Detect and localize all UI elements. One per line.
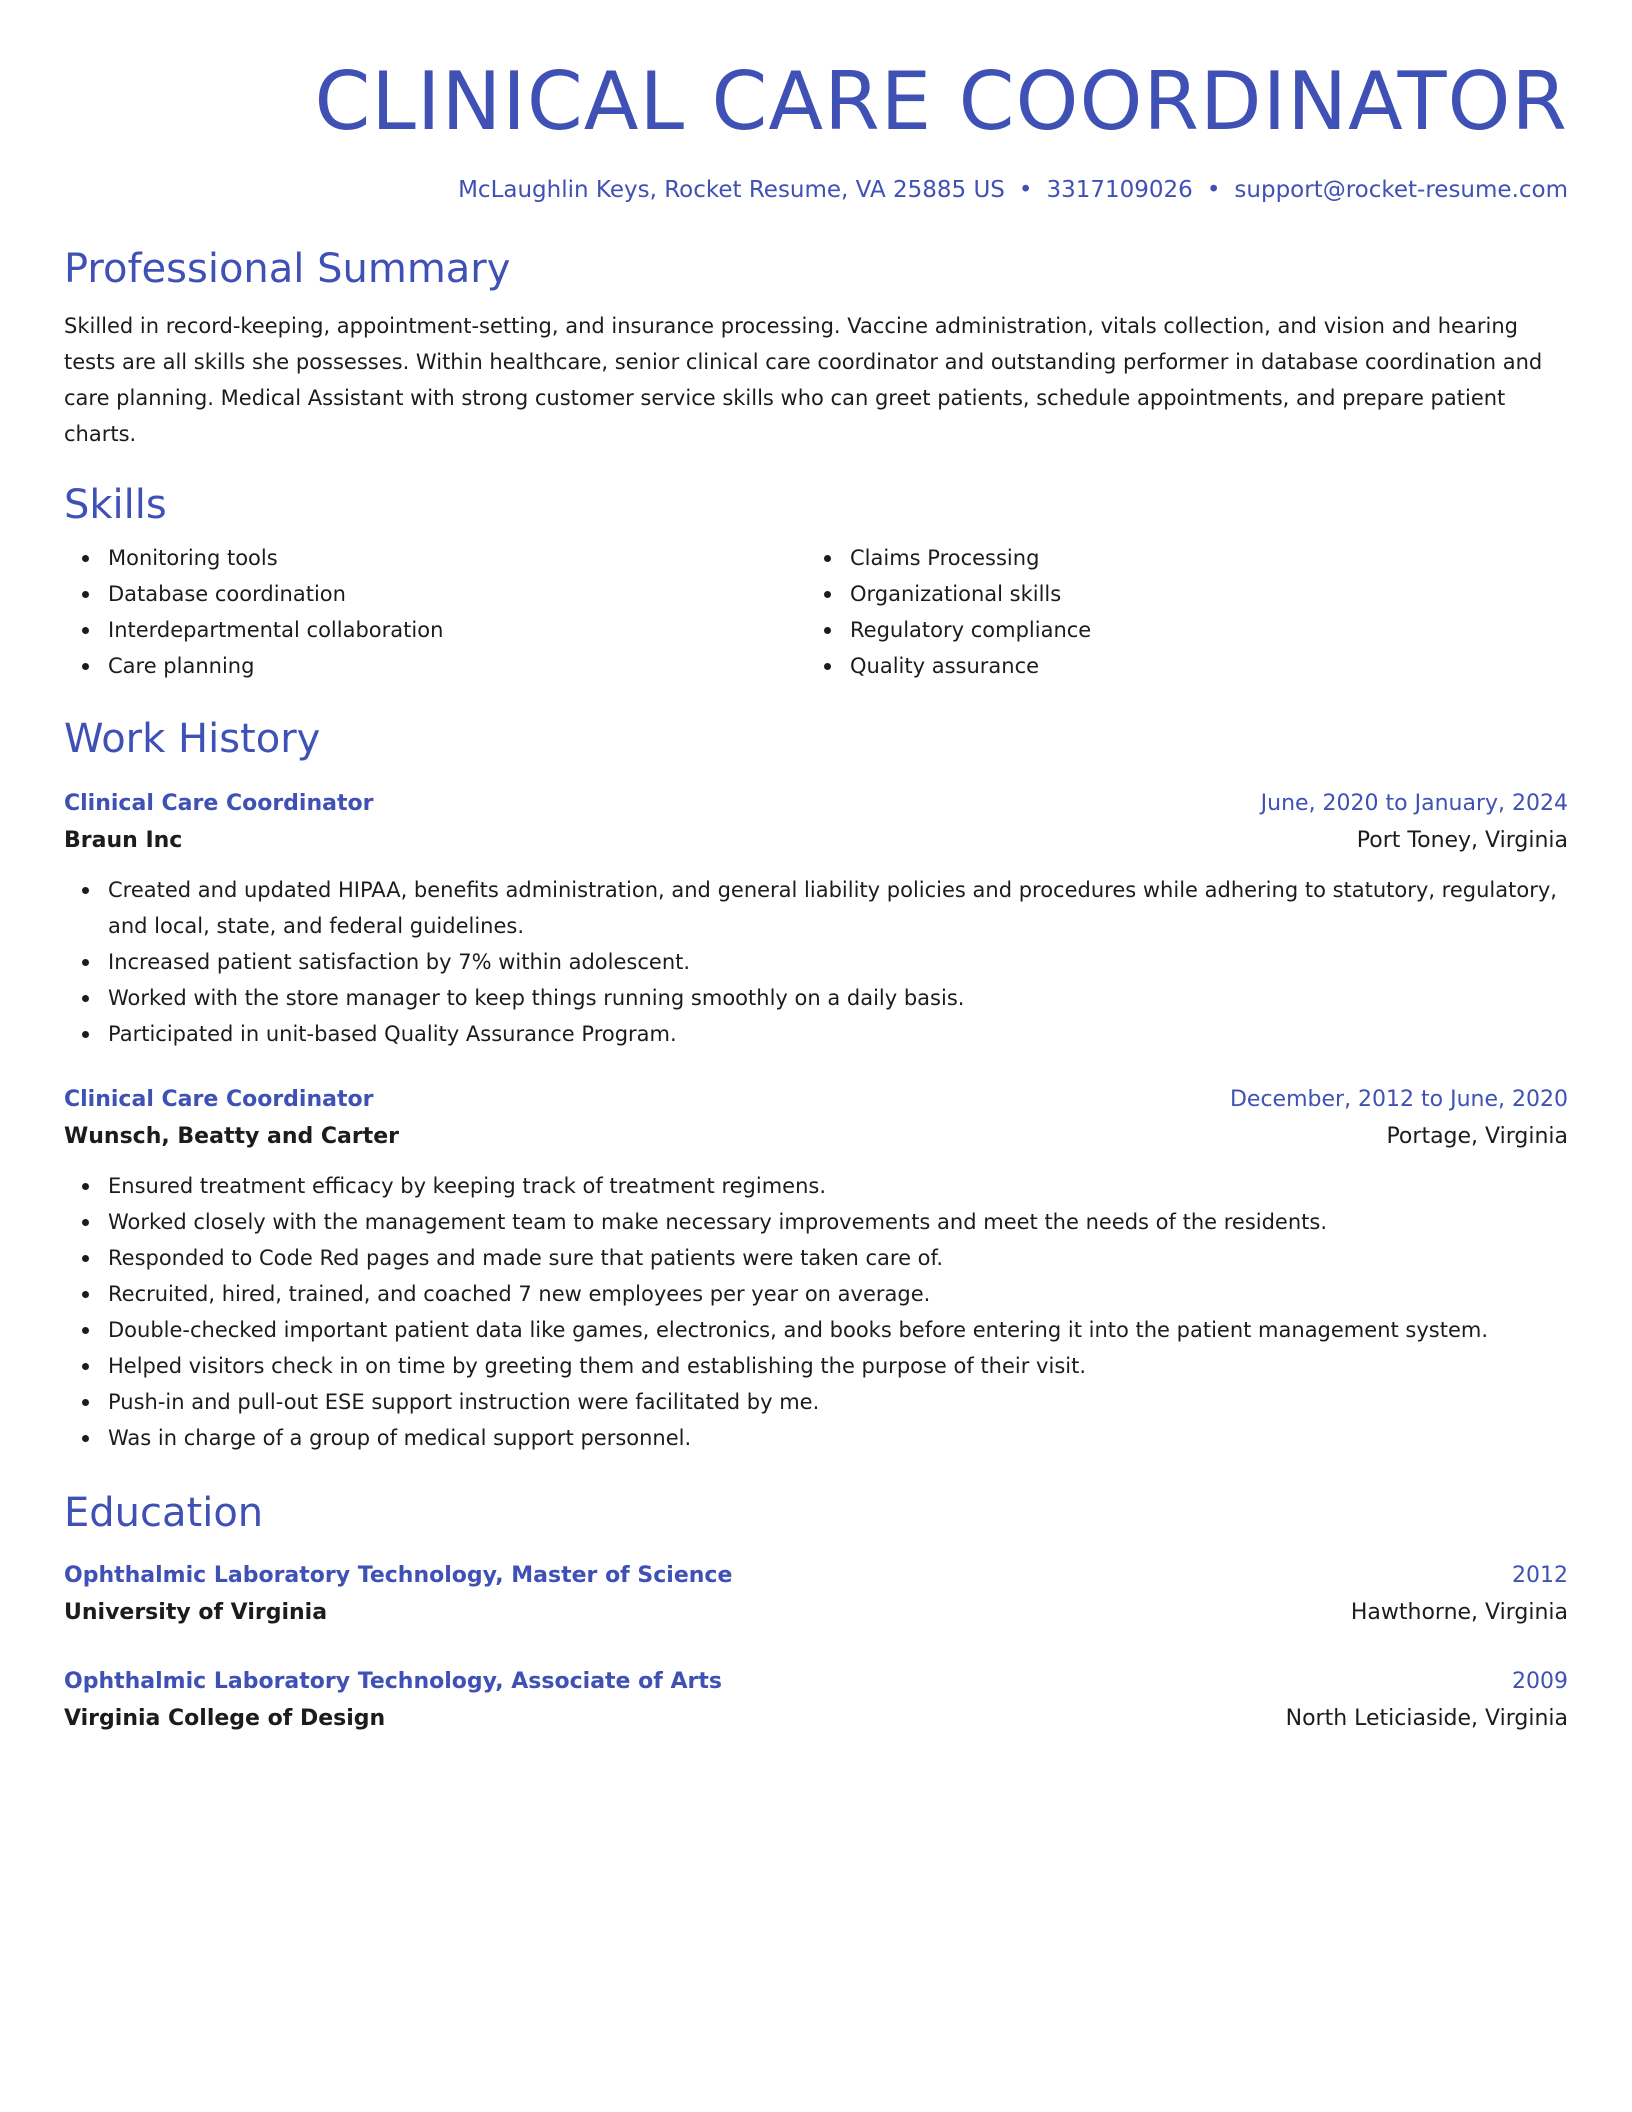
job-title: Clinical Care Coordinator — [64, 1087, 374, 1112]
skill-item: Quality assurance — [850, 648, 1548, 684]
job-bullet: Helped visitors check in on time by greeting them and establishing the purpose of their visit. — [108, 1348, 1568, 1384]
job-location: Portage, Virginia — [1386, 1124, 1568, 1149]
contact-email[interactable]: support@rocket-resume.com — [1234, 177, 1568, 203]
contact-line — [64, 174, 1568, 206]
resume-page — [64, 0, 1568, 1738]
job-bullets — [64, 872, 1568, 1052]
job-bullet: Worked with the store manager to keep things running smoothly on a daily basis. — [108, 980, 1568, 1016]
job-company-row — [64, 1118, 1568, 1156]
skill-item: Interdepartmental collaboration — [108, 612, 806, 648]
education-entry — [64, 1558, 1568, 1632]
job-bullet: Was in charge of a group of medical support personnel. — [108, 1420, 1568, 1456]
summary-text: Skilled in record-keeping, appointment-setting, and insurance processing. Vaccine administration, vitals collection, and vision and hearing tests are all skills she possesses. Within healthcare, senior clinical care coordinator and outstanding performer in database coordination and care planning. Medical Assistant with strong customer service skills who can greet patients, schedule appointments, and prepare patient charts. — [64, 314, 1543, 446]
education-school-row — [64, 1594, 1568, 1632]
job-bullet: Push-in and pull-out ESE support instruction were facilitated by me. — [108, 1384, 1568, 1420]
job-entry — [64, 786, 1568, 1052]
education-year: 2012 — [1512, 1563, 1568, 1588]
job-dates: December, 2012 to June, 2020 — [1229, 1087, 1568, 1112]
education-school-row — [64, 1700, 1568, 1738]
summary-heading: Professional Summary — [64, 246, 511, 292]
job-title: Clinical Care Coordinator — [64, 791, 374, 816]
job-bullet: Responded to Code Red pages and made sure that patients were taken care of. — [108, 1240, 1568, 1276]
education-degree: Ophthalmic Laboratory Technology, Master of Science — [64, 1563, 733, 1588]
skills-section — [64, 480, 1568, 684]
job-dates: June, 2020 to January, 2024 — [1260, 791, 1568, 816]
job-location: Port Toney, Virginia — [1356, 828, 1568, 853]
work-history-section — [64, 714, 1568, 1456]
contact-phone: 3317109026 — [1046, 177, 1193, 203]
job-bullet: Recruited, hired, trained, and coached 7 new employees per year on average. — [108, 1276, 1568, 1312]
job-header-row — [64, 1082, 1568, 1118]
education-heading: Education — [64, 1490, 264, 1536]
job-bullet: Created and updated HIPAA, benefits administration, and general liability policies and procedures while adhering to statutory, regulatory, and local, state, and federal guidelines. — [108, 872, 1568, 944]
job-header-row — [64, 786, 1568, 822]
work-history-heading: Work History — [64, 716, 321, 762]
skill-item: Database coordination — [108, 576, 806, 612]
education-degree-row — [64, 1558, 1568, 1594]
job-company: Wunsch, Beatty and Carter — [64, 1124, 400, 1149]
education-location: Hawthorne, Virginia — [1350, 1600, 1568, 1625]
education-school: Virginia College of Design — [64, 1706, 386, 1731]
education-school: University of Virginia — [64, 1600, 328, 1625]
skill-item: Claims Processing — [850, 540, 1548, 576]
job-bullet: Double-checked important patient data like games, electronics, and books before entering it into the patient management system. — [108, 1312, 1568, 1348]
job-bullet: Worked closely with the management team to make necessary improvements and meet the needs of the residents. — [108, 1204, 1568, 1240]
skills-column-right — [806, 540, 1548, 684]
contact-address: McLaughlin Keys, Rocket Resume, VA 25885 US — [458, 177, 1005, 203]
contact-separator: • — [1206, 177, 1221, 203]
skill-item: Organizational skills — [850, 576, 1548, 612]
education-entry — [64, 1664, 1568, 1738]
skills-grid — [64, 540, 1568, 684]
skill-item: Regulatory compliance — [850, 612, 1548, 648]
resume-header — [64, 0, 1568, 206]
education-year: 2009 — [1512, 1669, 1568, 1694]
contact-separator: • — [1018, 177, 1033, 203]
job-company-row — [64, 822, 1568, 860]
job-bullet: Increased patient satisfaction by 7% within adolescent. — [108, 944, 1568, 980]
resume-title: CLINICAL CARE COORDINATOR — [314, 55, 1568, 148]
job-entry — [64, 1082, 1568, 1456]
job-bullets — [64, 1168, 1568, 1456]
education-degree: Ophthalmic Laboratory Technology, Associate of Arts — [64, 1669, 722, 1694]
job-bullet: Ensured treatment efficacy by keeping track of treatment regimens. — [108, 1168, 1568, 1204]
summary-section — [64, 244, 1568, 452]
job-company: Braun Inc — [64, 828, 183, 853]
skill-item: Care planning — [108, 648, 806, 684]
education-degree-row — [64, 1664, 1568, 1700]
skills-column-left — [64, 540, 806, 684]
skills-heading: Skills — [64, 482, 167, 528]
education-section — [64, 1488, 1568, 1738]
education-location: North Leticiaside, Virginia — [1285, 1706, 1568, 1731]
job-bullet: Participated in unit-based Quality Assurance Program. — [108, 1016, 1568, 1052]
skill-item: Monitoring tools — [108, 540, 806, 576]
